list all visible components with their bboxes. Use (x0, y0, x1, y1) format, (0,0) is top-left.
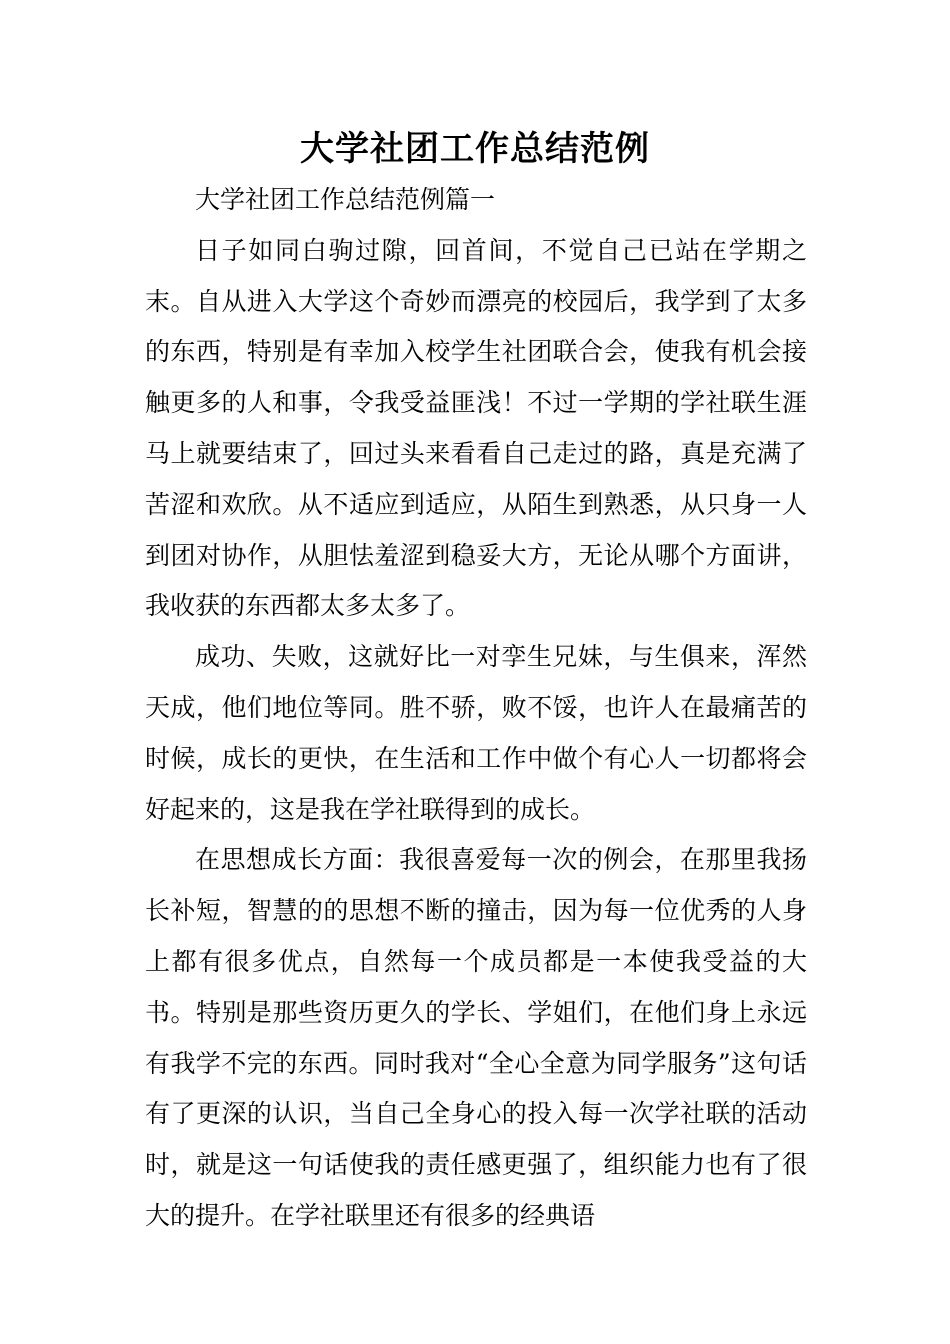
paragraph-3: 在思想成长方面：我很喜爱每一次的例会，在那里我扬长补短，智慧的的思想不断的撞击，因为每一位优秀的人身上都有很多优点，自然每一个成员都是一本使我受益的大书。特别是那些资历更久的学长、学姐们，在他们身上永远有我学不完的东西。同时我对“全心全意为同学服务”这句话有了更深的认识，当自己全身心的投入每一次学社联的活动时，就是这一句话使我的责任感更强了，组织能力也有了很大的提升。在学社联里还有很多的经典语 (145, 845, 807, 1230)
document-title: 大学社团工作总结范例 (300, 129, 650, 169)
document-body (145, 175, 807, 1242)
paragraph-1: 日子如同白驹过隙，回首间，不觉自己已站在学期之末。自从进入大学这个奇妙而漂亮的校园后，我学到了太多的东西，特别是有幸加入校学生社团联合会，使我有机会接触更多的人和事，令我受益匪浅！不过一学期的学社联生涯马上就要结束了，回过头来看看自己走过的路，真是充满了苦涩和欢欣。从不适应到适应，从陌生到熟悉，从只身一人到团对协作，从胆怯羞涩到稳妥大方，无论从哪个方面讲，我收获的东西都太多太多了。 (145, 235, 807, 621)
document-subtitle: 大学社团工作总结范例篇一 (195, 185, 496, 214)
paragraph-2: 成功、失败，这就好比一对孪生兄妹，与生俱来，浑然天成，他们地位等同。胜不骄，败不馁，也许人在最痛苦的时候，成长的更快，在生活和工作中做个有心人一切都将会好起来的，这是我在学社联得到的成长。 (145, 642, 807, 824)
